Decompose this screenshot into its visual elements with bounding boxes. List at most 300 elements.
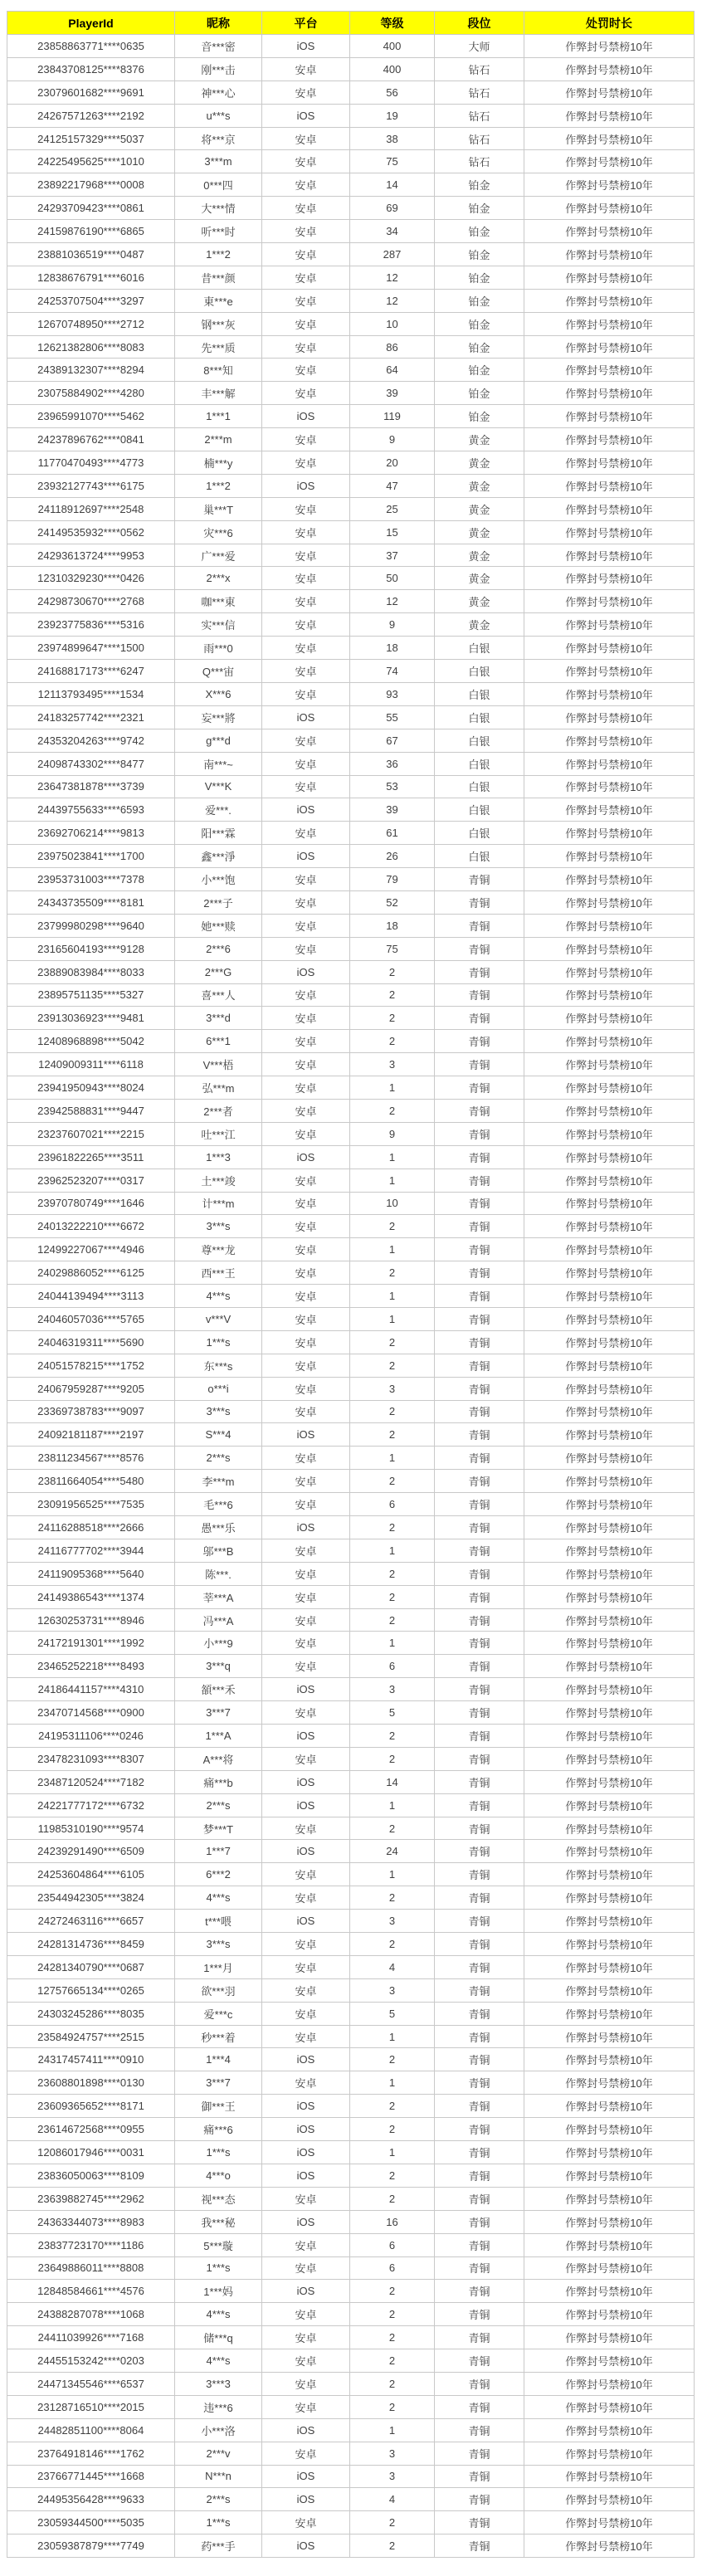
cell-nickname: 钢***灰 bbox=[175, 312, 262, 335]
cell-rank: 青铜 bbox=[435, 983, 524, 1007]
cell-rank: 青铜 bbox=[435, 2511, 524, 2535]
cell-penalty: 作弊封号禁榜10年 bbox=[524, 1423, 695, 1447]
cell-playerid: 24253707504****3297 bbox=[7, 289, 175, 312]
cell-penalty: 作弊封号禁榜10年 bbox=[524, 1285, 695, 1308]
table-row bbox=[7, 937, 695, 960]
cell-rank: 青铜 bbox=[435, 890, 524, 914]
cell-playerid: 24225495625****1010 bbox=[7, 150, 175, 173]
cell-rank: 青铜 bbox=[435, 1261, 524, 1285]
cell-playerid: 24293709423****0861 bbox=[7, 197, 175, 220]
column-header-rank: 段位 bbox=[435, 12, 524, 35]
cell-rank: 青铜 bbox=[435, 960, 524, 983]
cell-rank: 铂金 bbox=[435, 382, 524, 405]
cell-level: 6 bbox=[350, 2233, 435, 2256]
table-row bbox=[7, 705, 695, 729]
table-row bbox=[7, 220, 695, 243]
table-row bbox=[7, 1493, 695, 1516]
cell-platform: iOS bbox=[262, 2418, 350, 2442]
cell-playerid: 23881036519****0487 bbox=[7, 243, 175, 266]
cell-rank: 铂金 bbox=[435, 405, 524, 428]
cell-level: 26 bbox=[350, 845, 435, 868]
cell-playerid: 24098743302****8477 bbox=[7, 752, 175, 775]
table-row bbox=[7, 405, 695, 428]
cell-penalty: 作弊封号禁榜10年 bbox=[524, 335, 695, 359]
cell-level: 24 bbox=[350, 1840, 435, 1863]
cell-nickname: 她***赎 bbox=[175, 914, 262, 937]
cell-platform: 安卓 bbox=[262, 1261, 350, 1285]
cell-nickname: g***d bbox=[175, 729, 262, 752]
cell-playerid: 11770470493****4773 bbox=[7, 451, 175, 475]
cell-playerid: 12630253731****8946 bbox=[7, 1608, 175, 1632]
cell-playerid: 12757665134****0265 bbox=[7, 1978, 175, 2002]
cell-penalty: 作弊封号禁榜10年 bbox=[524, 150, 695, 173]
cell-platform: 安卓 bbox=[262, 150, 350, 173]
cell-rank: 青铜 bbox=[435, 2233, 524, 2256]
cell-penalty: 作弊封号禁榜10年 bbox=[524, 2071, 695, 2095]
cell-playerid: 12086017946****0031 bbox=[7, 2141, 175, 2164]
cell-playerid: 24118912697****2548 bbox=[7, 497, 175, 520]
cell-rank: 青铜 bbox=[435, 1632, 524, 1655]
cell-level: 61 bbox=[350, 822, 435, 845]
cell-nickname: v***V bbox=[175, 1307, 262, 1330]
cell-rank: 青铜 bbox=[435, 1493, 524, 1516]
cell-playerid: 23075884902****4280 bbox=[7, 382, 175, 405]
cell-nickname: 楠***y bbox=[175, 451, 262, 475]
cell-nickname: 刚***击 bbox=[175, 57, 262, 80]
table-row bbox=[7, 868, 695, 891]
cell-level: 3 bbox=[350, 2442, 435, 2465]
cell-nickname: 听***时 bbox=[175, 220, 262, 243]
cell-platform: 安卓 bbox=[262, 567, 350, 590]
cell-level: 55 bbox=[350, 705, 435, 729]
cell-playerid: 24298730670****2768 bbox=[7, 590, 175, 613]
cell-platform: 安卓 bbox=[262, 752, 350, 775]
cell-level: 18 bbox=[350, 914, 435, 937]
cell-rank: 青铜 bbox=[435, 2141, 524, 2164]
cell-platform: 安卓 bbox=[262, 2187, 350, 2210]
cell-platform: iOS bbox=[262, 1910, 350, 1933]
cell-platform: 安卓 bbox=[262, 1978, 350, 2002]
cell-penalty: 作弊封号禁榜10年 bbox=[524, 1562, 695, 1585]
table-row bbox=[7, 35, 695, 58]
table-row bbox=[7, 2210, 695, 2233]
cell-level: 2 bbox=[350, 1725, 435, 1748]
cell-rank: 青铜 bbox=[435, 2395, 524, 2418]
cell-rank: 白银 bbox=[435, 637, 524, 660]
cell-level: 2 bbox=[350, 1423, 435, 1447]
table-row bbox=[7, 1955, 695, 1978]
cell-platform: iOS bbox=[262, 1770, 350, 1793]
cell-nickname: 尊***龙 bbox=[175, 1238, 262, 1261]
cell-rank: 青铜 bbox=[435, 1007, 524, 1030]
cell-platform: 安卓 bbox=[262, 1377, 350, 1400]
cell-penalty: 作弊封号禁榜10年 bbox=[524, 1608, 695, 1632]
cell-penalty: 作弊封号禁榜10年 bbox=[524, 35, 695, 58]
table-row bbox=[7, 1910, 695, 1933]
cell-nickname: 2***v bbox=[175, 2442, 262, 2465]
cell-nickname: 2***者 bbox=[175, 1099, 262, 1122]
cell-nickname: 2***6 bbox=[175, 937, 262, 960]
table-row bbox=[7, 1793, 695, 1817]
cell-nickname: 3***7 bbox=[175, 2071, 262, 2095]
cell-level: 67 bbox=[350, 729, 435, 752]
cell-penalty: 作弊封号禁榜10年 bbox=[524, 798, 695, 822]
cell-playerid: 23889083984****8033 bbox=[7, 960, 175, 983]
cell-nickname: 爱***c bbox=[175, 2002, 262, 2025]
cell-nickname: 我***秘 bbox=[175, 2210, 262, 2233]
table-row bbox=[7, 682, 695, 705]
cell-platform: 安卓 bbox=[262, 57, 350, 80]
cell-platform: 安卓 bbox=[262, 2349, 350, 2373]
table-row bbox=[7, 1770, 695, 1793]
cell-platform: 安卓 bbox=[262, 243, 350, 266]
cell-rank: 青铜 bbox=[435, 1215, 524, 1238]
cell-level: 2 bbox=[350, 2349, 435, 2373]
cell-penalty: 作弊封号禁榜10年 bbox=[524, 1215, 695, 1238]
cell-level: 2 bbox=[350, 1215, 435, 1238]
table-row bbox=[7, 1447, 695, 1470]
cell-level: 1 bbox=[350, 1863, 435, 1886]
cell-nickname: 4***s bbox=[175, 1886, 262, 1910]
cell-level: 1 bbox=[350, 2025, 435, 2048]
table-row bbox=[7, 798, 695, 822]
cell-level: 1 bbox=[350, 1793, 435, 1817]
cell-playerid: 23892217968****0008 bbox=[7, 173, 175, 197]
cell-platform: 安卓 bbox=[262, 428, 350, 451]
cell-platform: 安卓 bbox=[262, 1817, 350, 1840]
table-row bbox=[7, 637, 695, 660]
table-row bbox=[7, 2535, 695, 2558]
cell-level: 287 bbox=[350, 243, 435, 266]
cell-level: 1 bbox=[350, 2141, 435, 2164]
cell-penalty: 作弊封号禁榜10年 bbox=[524, 2048, 695, 2071]
cell-penalty: 作弊封号禁榜10年 bbox=[524, 567, 695, 590]
table-row bbox=[7, 1632, 695, 1655]
cell-platform: 安卓 bbox=[262, 1168, 350, 1192]
cell-nickname: 喜***人 bbox=[175, 983, 262, 1007]
cell-nickname: 3***d bbox=[175, 1007, 262, 1030]
cell-rank: 青铜 bbox=[435, 1192, 524, 1215]
cell-playerid: 23237607021****2215 bbox=[7, 1122, 175, 1145]
cell-nickname: 4***s bbox=[175, 1285, 262, 1308]
cell-platform: 安卓 bbox=[262, 1701, 350, 1725]
cell-penalty: 作弊封号禁榜10年 bbox=[524, 590, 695, 613]
cell-penalty: 作弊封号禁榜10年 bbox=[524, 1725, 695, 1748]
cell-penalty: 作弊封号禁榜10年 bbox=[524, 1493, 695, 1516]
cell-platform: 安卓 bbox=[262, 1400, 350, 1423]
cell-playerid: 23837723170****1186 bbox=[7, 2233, 175, 2256]
cell-rank: 钻石 bbox=[435, 127, 524, 150]
cell-platform: iOS bbox=[262, 405, 350, 428]
table-row bbox=[7, 2418, 695, 2442]
cell-rank: 青铜 bbox=[435, 1747, 524, 1770]
cell-penalty: 作弊封号禁榜10年 bbox=[524, 1678, 695, 1701]
cell-nickname: 東***e bbox=[175, 289, 262, 312]
table-row bbox=[7, 1354, 695, 1377]
cell-rank: 青铜 bbox=[435, 1910, 524, 1933]
cell-platform: 安卓 bbox=[262, 520, 350, 544]
cell-playerid: 24029886052****6125 bbox=[7, 1261, 175, 1285]
cell-platform: 安卓 bbox=[262, 2326, 350, 2349]
cell-level: 19 bbox=[350, 104, 435, 127]
cell-rank: 青铜 bbox=[435, 1470, 524, 1493]
table-row bbox=[7, 1400, 695, 1423]
cell-platform: iOS bbox=[262, 474, 350, 497]
cell-platform: 安卓 bbox=[262, 1655, 350, 1678]
cell-rank: 铂金 bbox=[435, 197, 524, 220]
cell-nickname: 2***G bbox=[175, 960, 262, 983]
cell-platform: 安卓 bbox=[262, 1215, 350, 1238]
table-row bbox=[7, 1192, 695, 1215]
cell-platform: 安卓 bbox=[262, 451, 350, 475]
cell-platform: iOS bbox=[262, 2488, 350, 2511]
cell-rank: 白银 bbox=[435, 682, 524, 705]
cell-nickname: 2***m bbox=[175, 428, 262, 451]
cell-penalty: 作弊封号禁榜10年 bbox=[524, 1955, 695, 1978]
cell-level: 3 bbox=[350, 1910, 435, 1933]
cell-level: 2 bbox=[350, 1933, 435, 1956]
table-row bbox=[7, 335, 695, 359]
cell-nickname: 3***3 bbox=[175, 2372, 262, 2395]
cell-platform: 安卓 bbox=[262, 497, 350, 520]
cell-nickname: 药***手 bbox=[175, 2535, 262, 2558]
cell-rank: 钻石 bbox=[435, 150, 524, 173]
cell-level: 3 bbox=[350, 2465, 435, 2488]
cell-platform: iOS bbox=[262, 2210, 350, 2233]
cell-level: 3 bbox=[350, 1377, 435, 1400]
cell-level: 2 bbox=[350, 1470, 435, 1493]
cell-nickname: 1***s bbox=[175, 2256, 262, 2280]
column-header-penalty: 处罚时长 bbox=[524, 12, 695, 35]
cell-playerid: 23609365652****8171 bbox=[7, 2095, 175, 2118]
cell-playerid: 24168817173****6247 bbox=[7, 660, 175, 683]
cell-rank: 青铜 bbox=[435, 1076, 524, 1100]
cell-nickname: 西***王 bbox=[175, 1261, 262, 1285]
cell-rank: 青铜 bbox=[435, 1516, 524, 1539]
cell-nickname: 頟***禾 bbox=[175, 1678, 262, 1701]
cell-penalty: 作弊封号禁榜10年 bbox=[524, 637, 695, 660]
cell-level: 2 bbox=[350, 1400, 435, 1423]
cell-playerid: 24239291490****6509 bbox=[7, 1840, 175, 1863]
table-header bbox=[7, 12, 695, 35]
cell-nickname: 东***s bbox=[175, 1354, 262, 1377]
cell-penalty: 作弊封号禁榜10年 bbox=[524, 1377, 695, 1400]
cell-nickname: 御***王 bbox=[175, 2095, 262, 2118]
table-row bbox=[7, 1053, 695, 1076]
cell-playerid: 24439755633****6593 bbox=[7, 798, 175, 822]
cell-platform: 安卓 bbox=[262, 220, 350, 243]
cell-level: 2 bbox=[350, 2511, 435, 2535]
cell-playerid: 24281314736****8459 bbox=[7, 1933, 175, 1956]
table-row bbox=[7, 775, 695, 798]
cell-penalty: 作弊封号禁榜10年 bbox=[524, 220, 695, 243]
cell-platform: 安卓 bbox=[262, 729, 350, 752]
cell-playerid: 23942588831****9447 bbox=[7, 1099, 175, 1122]
cell-penalty: 作弊封号禁榜10年 bbox=[524, 1261, 695, 1285]
cell-level: 75 bbox=[350, 150, 435, 173]
cell-level: 1 bbox=[350, 1168, 435, 1192]
table-row bbox=[7, 474, 695, 497]
cell-level: 1 bbox=[350, 1539, 435, 1562]
cell-nickname: S***4 bbox=[175, 1423, 262, 1447]
cell-playerid: 24195311106****0246 bbox=[7, 1725, 175, 1748]
cell-penalty: 作弊封号禁榜10年 bbox=[524, 682, 695, 705]
cell-platform: 安卓 bbox=[262, 127, 350, 150]
cell-platform: iOS bbox=[262, 2141, 350, 2164]
cell-playerid: 24281340790****0687 bbox=[7, 1955, 175, 1978]
table-row bbox=[7, 752, 695, 775]
table-row bbox=[7, 104, 695, 127]
cell-platform: 安卓 bbox=[262, 1863, 350, 1886]
cell-playerid: 23470714568****0900 bbox=[7, 1701, 175, 1725]
table-row bbox=[7, 1168, 695, 1192]
cell-level: 64 bbox=[350, 359, 435, 382]
cell-rank: 铂金 bbox=[435, 266, 524, 289]
cell-playerid: 24267571263****2192 bbox=[7, 104, 175, 127]
cell-playerid: 23608801898****0130 bbox=[7, 2071, 175, 2095]
cell-penalty: 作弊封号禁榜10年 bbox=[524, 520, 695, 544]
cell-penalty: 作弊封号禁榜10年 bbox=[524, 1747, 695, 1770]
table-row bbox=[7, 2326, 695, 2349]
cell-platform: 安卓 bbox=[262, 335, 350, 359]
table-row bbox=[7, 80, 695, 104]
cell-nickname: 李***m bbox=[175, 1470, 262, 1493]
cell-platform: iOS bbox=[262, 845, 350, 868]
table-row bbox=[7, 1562, 695, 1585]
cell-nickname: 8***知 bbox=[175, 359, 262, 382]
cell-platform: 安卓 bbox=[262, 2372, 350, 2395]
cell-playerid: 23799980298****9640 bbox=[7, 914, 175, 937]
cell-level: 18 bbox=[350, 637, 435, 660]
cell-nickname: A***将 bbox=[175, 1747, 262, 1770]
cell-platform: iOS bbox=[262, 104, 350, 127]
cell-playerid: 23974899647****1500 bbox=[7, 637, 175, 660]
table-row bbox=[7, 2303, 695, 2326]
cell-level: 2 bbox=[350, 2535, 435, 2558]
cell-penalty: 作弊封号禁榜10年 bbox=[524, 289, 695, 312]
cell-level: 10 bbox=[350, 1192, 435, 1215]
cell-penalty: 作弊封号禁榜10年 bbox=[524, 359, 695, 382]
cell-rank: 白银 bbox=[435, 775, 524, 798]
cell-penalty: 作弊封号禁榜10年 bbox=[524, 845, 695, 868]
cell-penalty: 作弊封号禁榜10年 bbox=[524, 868, 695, 891]
cell-playerid: 12838676791****6016 bbox=[7, 266, 175, 289]
cell-rank: 青铜 bbox=[435, 2280, 524, 2303]
cell-playerid: 24119095368****5640 bbox=[7, 1562, 175, 1585]
cell-platform: 安卓 bbox=[262, 613, 350, 637]
cell-playerid: 24159876190****6865 bbox=[7, 220, 175, 243]
cell-penalty: 作弊封号禁榜10年 bbox=[524, 1053, 695, 1076]
table-row bbox=[7, 1330, 695, 1354]
cell-platform: iOS bbox=[262, 1793, 350, 1817]
cell-playerid: 24125157329****5037 bbox=[7, 127, 175, 150]
cell-level: 36 bbox=[350, 752, 435, 775]
cell-rank: 黄金 bbox=[435, 590, 524, 613]
cell-platform: 安卓 bbox=[262, 637, 350, 660]
cell-rank: 白银 bbox=[435, 729, 524, 752]
cell-platform: 安卓 bbox=[262, 1076, 350, 1100]
cell-level: 47 bbox=[350, 474, 435, 497]
cell-level: 400 bbox=[350, 35, 435, 58]
cell-rank: 白银 bbox=[435, 798, 524, 822]
table-row bbox=[7, 1099, 695, 1122]
cell-rank: 铂金 bbox=[435, 220, 524, 243]
cell-rank: 铂金 bbox=[435, 243, 524, 266]
cell-level: 53 bbox=[350, 775, 435, 798]
cell-playerid: 24067959287****9205 bbox=[7, 1377, 175, 1400]
table-row bbox=[7, 497, 695, 520]
cell-rank: 青铜 bbox=[435, 2256, 524, 2280]
cell-nickname: 梦***T bbox=[175, 1817, 262, 1840]
cell-penalty: 作弊封号禁榜10年 bbox=[524, 705, 695, 729]
cell-nickname: X***6 bbox=[175, 682, 262, 705]
cell-level: 2 bbox=[350, 1516, 435, 1539]
cell-nickname: 2***s bbox=[175, 2488, 262, 2511]
cell-rank: 青铜 bbox=[435, 1377, 524, 1400]
cell-penalty: 作弊封号禁榜10年 bbox=[524, 2187, 695, 2210]
cell-platform: 安卓 bbox=[262, 266, 350, 289]
cell-nickname: 2***s bbox=[175, 1447, 262, 1470]
cell-platform: 安卓 bbox=[262, 1470, 350, 1493]
cell-nickname: 实***信 bbox=[175, 613, 262, 637]
cell-rank: 青铜 bbox=[435, 1307, 524, 1330]
cell-nickname: 雨***0 bbox=[175, 637, 262, 660]
cell-penalty: 作弊封号禁榜10年 bbox=[524, 2280, 695, 2303]
cell-penalty: 作弊封号禁榜10年 bbox=[524, 1447, 695, 1470]
table-row bbox=[7, 57, 695, 80]
table-row bbox=[7, 2349, 695, 2373]
cell-penalty: 作弊封号禁榜10年 bbox=[524, 1168, 695, 1192]
cell-rank: 青铜 bbox=[435, 1955, 524, 1978]
cell-nickname: 4***s bbox=[175, 2349, 262, 2373]
cell-nickname: 3***7 bbox=[175, 1701, 262, 1725]
column-header-nickname: 昵称 bbox=[175, 12, 262, 35]
cell-penalty: 作弊封号禁榜10年 bbox=[524, 1076, 695, 1100]
cell-platform: 安卓 bbox=[262, 890, 350, 914]
cell-playerid: 24149386543****1374 bbox=[7, 1585, 175, 1608]
cell-rank: 黄金 bbox=[435, 428, 524, 451]
cell-level: 2 bbox=[350, 2187, 435, 2210]
cell-platform: 安卓 bbox=[262, 1608, 350, 1632]
cell-level: 2 bbox=[350, 1562, 435, 1585]
cell-nickname: 1***2 bbox=[175, 474, 262, 497]
cell-playerid: 24092181187****2197 bbox=[7, 1423, 175, 1447]
cell-playerid: 23858863771****0635 bbox=[7, 35, 175, 58]
cell-nickname: V***K bbox=[175, 775, 262, 798]
cell-penalty: 作弊封号禁榜10年 bbox=[524, 2372, 695, 2395]
cell-level: 2 bbox=[350, 2326, 435, 2349]
cell-penalty: 作弊封号禁榜10年 bbox=[524, 474, 695, 497]
cell-penalty: 作弊封号禁榜10年 bbox=[524, 1793, 695, 1817]
table-row bbox=[7, 127, 695, 150]
cell-playerid: 24186441157****4310 bbox=[7, 1678, 175, 1701]
table-row bbox=[7, 2164, 695, 2187]
cell-playerid: 23953731003****7378 bbox=[7, 868, 175, 891]
cell-playerid: 23647381878****3739 bbox=[7, 775, 175, 798]
cell-playerid: 12848584661****4576 bbox=[7, 2280, 175, 2303]
cell-penalty: 作弊封号禁榜10年 bbox=[524, 173, 695, 197]
cell-penalty: 作弊封号禁榜10年 bbox=[524, 1933, 695, 1956]
cell-platform: 安卓 bbox=[262, 312, 350, 335]
table-row bbox=[7, 590, 695, 613]
cell-platform: 安卓 bbox=[262, 1192, 350, 1215]
cell-rank: 青铜 bbox=[435, 1863, 524, 1886]
cell-platform: 安卓 bbox=[262, 2303, 350, 2326]
table-row bbox=[7, 2118, 695, 2141]
cell-playerid: 23165604193****9128 bbox=[7, 937, 175, 960]
cell-level: 2 bbox=[350, 2303, 435, 2326]
cell-level: 2 bbox=[350, 2372, 435, 2395]
